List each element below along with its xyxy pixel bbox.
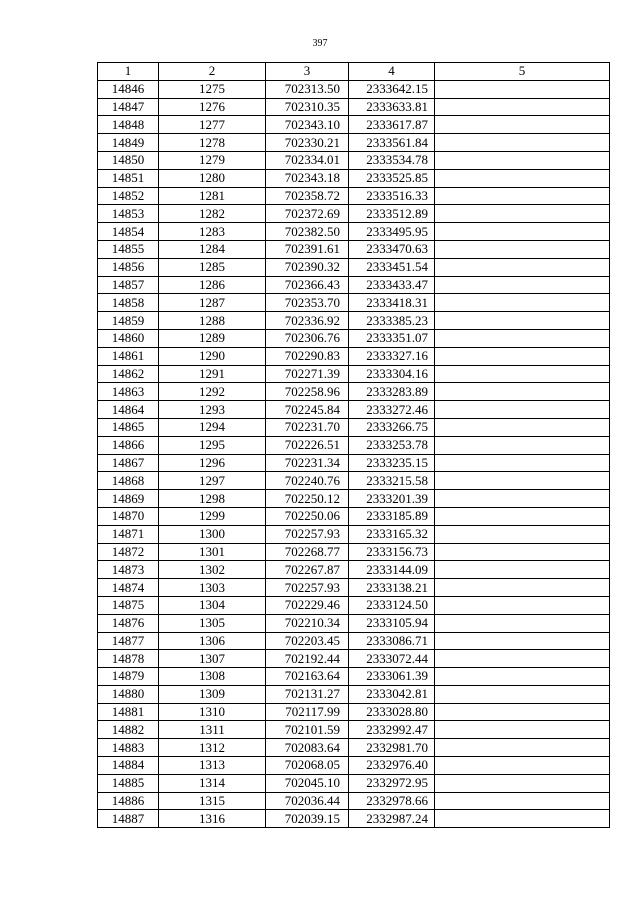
cell-point-id: 14851 <box>98 169 159 187</box>
cell-notes <box>435 329 610 347</box>
table-row <box>98 454 610 472</box>
cell-coord-y: 2333495.95 <box>349 223 435 241</box>
table-row <box>98 810 610 828</box>
cell-coord-y: 2333235.15 <box>349 454 435 472</box>
cell-notes <box>435 774 610 792</box>
table-row <box>98 151 610 169</box>
cell-notes <box>435 294 610 312</box>
cell-point-id: 14857 <box>98 276 159 294</box>
cell-coord-x: 702117.99 <box>266 703 349 721</box>
cell-coord-x: 702257.93 <box>266 525 349 543</box>
cell-coord-x: 702268.77 <box>266 543 349 561</box>
cell-coord-x: 702250.06 <box>266 507 349 525</box>
cell-coord-x: 702258.96 <box>266 383 349 401</box>
cell-point-id: 14863 <box>98 383 159 401</box>
cell-point-id: 14849 <box>98 134 159 152</box>
cell-notes <box>435 240 610 258</box>
cell-point-id: 14853 <box>98 205 159 223</box>
cell-point-number: 1294 <box>159 418 266 436</box>
cell-coord-y: 2333561.84 <box>349 134 435 152</box>
cell-notes <box>435 757 610 775</box>
table-row <box>98 205 610 223</box>
cell-coord-x: 702290.83 <box>266 347 349 365</box>
cell-coord-y: 2333042.81 <box>349 685 435 703</box>
cell-point-number: 1298 <box>159 490 266 508</box>
cell-coord-y: 2333185.89 <box>349 507 435 525</box>
cell-coord-y: 2333451.54 <box>349 258 435 276</box>
table-row <box>98 329 610 347</box>
cell-notes <box>435 347 610 365</box>
cell-coord-x: 702203.45 <box>266 632 349 650</box>
cell-point-number: 1283 <box>159 223 266 241</box>
cell-coord-y: 2332981.70 <box>349 739 435 757</box>
cell-notes <box>435 454 610 472</box>
cell-notes <box>435 614 610 632</box>
cell-point-id: 14865 <box>98 418 159 436</box>
cell-point-id: 14855 <box>98 240 159 258</box>
cell-coord-y: 2333072.44 <box>349 650 435 668</box>
cell-point-number: 1316 <box>159 810 266 828</box>
table-row <box>98 383 610 401</box>
column-header: 3 <box>266 63 349 81</box>
table-row <box>98 703 610 721</box>
cell-point-id: 14885 <box>98 774 159 792</box>
table-row <box>98 632 610 650</box>
column-header: 1 <box>98 63 159 81</box>
cell-coord-x: 702045.10 <box>266 774 349 792</box>
cell-point-id: 14880 <box>98 685 159 703</box>
cell-coord-x: 702382.50 <box>266 223 349 241</box>
cell-point-number: 1290 <box>159 347 266 365</box>
cell-point-id: 14871 <box>98 525 159 543</box>
cell-point-id: 14852 <box>98 187 159 205</box>
cell-notes <box>435 721 610 739</box>
cell-coord-x: 702083.64 <box>266 739 349 757</box>
cell-coord-y: 2333633.81 <box>349 98 435 116</box>
cell-coord-x: 702334.01 <box>266 151 349 169</box>
cell-notes <box>435 596 610 614</box>
cell-point-number: 1305 <box>159 614 266 632</box>
cell-notes <box>435 436 610 454</box>
cell-point-number: 1288 <box>159 312 266 330</box>
cell-notes <box>435 187 610 205</box>
cell-point-number: 1301 <box>159 543 266 561</box>
cell-coord-y: 2332992.47 <box>349 721 435 739</box>
cell-coord-y: 2333385.23 <box>349 312 435 330</box>
cell-point-id: 14866 <box>98 436 159 454</box>
table-body <box>98 80 610 827</box>
table-row <box>98 312 610 330</box>
cell-notes <box>435 650 610 668</box>
cell-coord-x: 702343.18 <box>266 169 349 187</box>
cell-point-id: 14867 <box>98 454 159 472</box>
cell-notes <box>435 543 610 561</box>
cell-point-id: 14860 <box>98 329 159 347</box>
table-row <box>98 223 610 241</box>
table-row <box>98 757 610 775</box>
cell-coord-y: 2333105.94 <box>349 614 435 632</box>
table-row <box>98 685 610 703</box>
cell-point-number: 1303 <box>159 579 266 597</box>
cell-notes <box>435 383 610 401</box>
cell-point-number: 1309 <box>159 685 266 703</box>
cell-notes <box>435 703 610 721</box>
table-row <box>98 739 610 757</box>
cell-point-number: 1308 <box>159 668 266 686</box>
cell-coord-x: 702343.10 <box>266 116 349 134</box>
cell-point-number: 1281 <box>159 187 266 205</box>
cell-point-number: 1307 <box>159 650 266 668</box>
cell-notes <box>435 312 610 330</box>
cell-coord-y: 2332976.40 <box>349 757 435 775</box>
cell-coord-y: 2333156.73 <box>349 543 435 561</box>
table-row <box>98 365 610 383</box>
table-row <box>98 614 610 632</box>
table-row <box>98 650 610 668</box>
cell-point-number: 1287 <box>159 294 266 312</box>
cell-point-id: 14872 <box>98 543 159 561</box>
table-row <box>98 347 610 365</box>
cell-point-number: 1285 <box>159 258 266 276</box>
cell-coord-y: 2332978.66 <box>349 792 435 810</box>
cell-coord-y: 2333283.89 <box>349 383 435 401</box>
table-row <box>98 668 610 686</box>
cell-notes <box>435 507 610 525</box>
cell-point-number: 1313 <box>159 757 266 775</box>
cell-notes <box>435 490 610 508</box>
table-row <box>98 472 610 490</box>
cell-coord-x: 702039.15 <box>266 810 349 828</box>
cell-point-id: 14881 <box>98 703 159 721</box>
table-row <box>98 98 610 116</box>
page-number: 397 <box>312 38 328 49</box>
table-row <box>98 401 610 419</box>
cell-point-number: 1315 <box>159 792 266 810</box>
cell-point-id: 14883 <box>98 739 159 757</box>
cell-coord-x: 702271.39 <box>266 365 349 383</box>
cell-point-number: 1304 <box>159 596 266 614</box>
cell-coord-y: 2332987.24 <box>349 810 435 828</box>
cell-coord-x: 702306.76 <box>266 329 349 347</box>
cell-coord-y: 2333253.78 <box>349 436 435 454</box>
cell-coord-x: 702101.59 <box>266 721 349 739</box>
cell-notes <box>435 223 610 241</box>
cell-coord-x: 702336.92 <box>266 312 349 330</box>
cell-coord-y: 2333512.89 <box>349 205 435 223</box>
cell-notes <box>435 258 610 276</box>
cell-coord-y: 2333470.63 <box>349 240 435 258</box>
cell-coord-x: 702372.69 <box>266 205 349 223</box>
cell-point-id: 14858 <box>98 294 159 312</box>
cell-coord-x: 702313.50 <box>266 80 349 98</box>
cell-coord-y: 2333144.09 <box>349 561 435 579</box>
table-row <box>98 721 610 739</box>
cell-notes <box>435 685 610 703</box>
cell-point-id: 14884 <box>98 757 159 775</box>
cell-coord-y: 2333534.78 <box>349 151 435 169</box>
cell-notes <box>435 276 610 294</box>
cell-point-id: 14847 <box>98 98 159 116</box>
column-header: 5 <box>435 63 610 81</box>
table-row <box>98 436 610 454</box>
table-row <box>98 507 610 525</box>
cell-coord-x: 702366.43 <box>266 276 349 294</box>
cell-coord-x: 702229.46 <box>266 596 349 614</box>
cell-coord-x: 702358.72 <box>266 187 349 205</box>
table-row <box>98 116 610 134</box>
cell-notes <box>435 561 610 579</box>
cell-point-number: 1292 <box>159 383 266 401</box>
cell-point-number: 1280 <box>159 169 266 187</box>
cell-point-number: 1302 <box>159 561 266 579</box>
cell-notes <box>435 365 610 383</box>
cell-coord-y: 2333201.39 <box>349 490 435 508</box>
cell-point-id: 14876 <box>98 614 159 632</box>
table-header-row <box>98 63 610 81</box>
cell-coord-y: 2333028.80 <box>349 703 435 721</box>
cell-coord-x: 702245.84 <box>266 401 349 419</box>
cell-point-id: 14856 <box>98 258 159 276</box>
table-row <box>98 134 610 152</box>
table-row <box>98 276 610 294</box>
cell-coord-x: 702267.87 <box>266 561 349 579</box>
table-row <box>98 543 610 561</box>
column-header: 2 <box>159 63 266 81</box>
cell-notes <box>435 792 610 810</box>
cell-point-number: 1310 <box>159 703 266 721</box>
cell-point-id: 14878 <box>98 650 159 668</box>
table-row <box>98 418 610 436</box>
table-row <box>98 561 610 579</box>
table-row <box>98 294 610 312</box>
cell-notes <box>435 418 610 436</box>
cell-point-number: 1312 <box>159 739 266 757</box>
cell-point-id: 14874 <box>98 579 159 597</box>
cell-point-number: 1289 <box>159 329 266 347</box>
table-row <box>98 774 610 792</box>
cell-coord-x: 702240.76 <box>266 472 349 490</box>
cell-coord-y: 2333215.58 <box>349 472 435 490</box>
cell-notes <box>435 472 610 490</box>
cell-point-id: 14868 <box>98 472 159 490</box>
cell-point-number: 1299 <box>159 507 266 525</box>
table-row <box>98 187 610 205</box>
cell-coord-y: 2333516.33 <box>349 187 435 205</box>
cell-notes <box>435 98 610 116</box>
cell-coord-x: 702250.12 <box>266 490 349 508</box>
cell-coord-y: 2333138.21 <box>349 579 435 597</box>
cell-coord-x: 702391.61 <box>266 240 349 258</box>
cell-point-number: 1284 <box>159 240 266 258</box>
cell-point-id: 14873 <box>98 561 159 579</box>
cell-point-number: 1293 <box>159 401 266 419</box>
cell-coord-x: 702226.51 <box>266 436 349 454</box>
cell-coord-y: 2333642.15 <box>349 80 435 98</box>
cell-point-id: 14875 <box>98 596 159 614</box>
cell-coord-x: 702231.70 <box>266 418 349 436</box>
cell-coord-x: 702257.93 <box>266 579 349 597</box>
cell-coord-x: 702310.35 <box>266 98 349 116</box>
cell-notes <box>435 116 610 134</box>
cell-notes <box>435 151 610 169</box>
cell-point-number: 1311 <box>159 721 266 739</box>
cell-point-id: 14877 <box>98 632 159 650</box>
cell-coord-x: 702131.27 <box>266 685 349 703</box>
table-row <box>98 240 610 258</box>
cell-notes <box>435 525 610 543</box>
cell-point-id: 14887 <box>98 810 159 828</box>
cell-coord-x: 702210.34 <box>266 614 349 632</box>
cell-notes <box>435 134 610 152</box>
cell-coord-y: 2332972.95 <box>349 774 435 792</box>
column-header: 4 <box>349 63 435 81</box>
table-row <box>98 596 610 614</box>
cell-coord-y: 2333061.39 <box>349 668 435 686</box>
cell-point-id: 14882 <box>98 721 159 739</box>
coordinates-table <box>97 62 610 828</box>
table-row <box>98 525 610 543</box>
cell-point-number: 1314 <box>159 774 266 792</box>
cell-coord-y: 2333165.32 <box>349 525 435 543</box>
cell-notes <box>435 632 610 650</box>
cell-point-number: 1286 <box>159 276 266 294</box>
cell-point-id: 14846 <box>98 80 159 98</box>
cell-notes <box>435 401 610 419</box>
cell-coord-y: 2333418.31 <box>349 294 435 312</box>
cell-coord-x: 702390.32 <box>266 258 349 276</box>
cell-coord-x: 702068.05 <box>266 757 349 775</box>
cell-notes <box>435 810 610 828</box>
cell-point-number: 1278 <box>159 134 266 152</box>
cell-point-id: 14864 <box>98 401 159 419</box>
cell-coord-x: 702330.21 <box>266 134 349 152</box>
cell-coord-y: 2333272.46 <box>349 401 435 419</box>
table-row <box>98 490 610 508</box>
cell-point-id: 14870 <box>98 507 159 525</box>
cell-point-id: 14879 <box>98 668 159 686</box>
cell-point-id: 14862 <box>98 365 159 383</box>
cell-notes <box>435 80 610 98</box>
cell-coord-x: 702163.64 <box>266 668 349 686</box>
cell-coord-x: 702036.44 <box>266 792 349 810</box>
cell-point-id: 14869 <box>98 490 159 508</box>
cell-coord-y: 2333351.07 <box>349 329 435 347</box>
cell-point-number: 1276 <box>159 98 266 116</box>
cell-point-number: 1279 <box>159 151 266 169</box>
cell-point-id: 14850 <box>98 151 159 169</box>
cell-notes <box>435 205 610 223</box>
cell-point-id: 14854 <box>98 223 159 241</box>
cell-coord-y: 2333304.16 <box>349 365 435 383</box>
cell-point-number: 1291 <box>159 365 266 383</box>
cell-point-id: 14861 <box>98 347 159 365</box>
cell-point-number: 1282 <box>159 205 266 223</box>
cell-coord-x: 702192.44 <box>266 650 349 668</box>
table-row <box>98 169 610 187</box>
cell-coord-x: 702353.70 <box>266 294 349 312</box>
cell-point-number: 1300 <box>159 525 266 543</box>
cell-point-number: 1297 <box>159 472 266 490</box>
cell-coord-x: 702231.34 <box>266 454 349 472</box>
cell-notes <box>435 739 610 757</box>
table-row <box>98 579 610 597</box>
cell-notes <box>435 169 610 187</box>
cell-point-number: 1295 <box>159 436 266 454</box>
table-row <box>98 80 610 98</box>
cell-point-id: 14848 <box>98 116 159 134</box>
cell-coord-y: 2333327.16 <box>349 347 435 365</box>
cell-coord-y: 2333433.47 <box>349 276 435 294</box>
table-row <box>98 792 610 810</box>
cell-point-number: 1277 <box>159 116 266 134</box>
cell-notes <box>435 579 610 597</box>
cell-point-id: 14859 <box>98 312 159 330</box>
table-row <box>98 258 610 276</box>
cell-coord-y: 2333086.71 <box>349 632 435 650</box>
cell-point-id: 14886 <box>98 792 159 810</box>
cell-point-number: 1306 <box>159 632 266 650</box>
cell-point-number: 1275 <box>159 80 266 98</box>
cell-coord-y: 2333525.85 <box>349 169 435 187</box>
cell-coord-y: 2333266.75 <box>349 418 435 436</box>
cell-coord-y: 2333124.50 <box>349 596 435 614</box>
cell-notes <box>435 668 610 686</box>
cell-coord-y: 2333617.87 <box>349 116 435 134</box>
cell-point-number: 1296 <box>159 454 266 472</box>
